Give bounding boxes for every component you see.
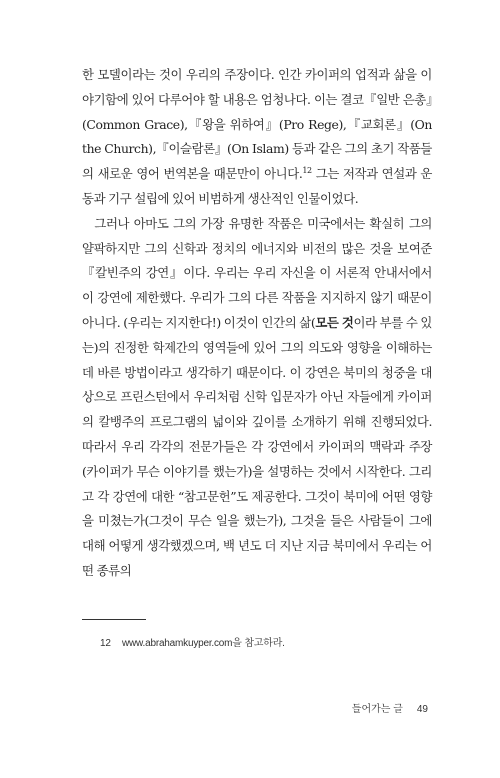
paragraph-2-text-a: 그러나 아마도 그의 가장 유명한 작품은 미국에서는 확실히 그의 얄팍하지만 그의 신학과 정치의 에너지와 비전의 많은 것을 보여준『칼빈주의 강연』이다. 우리는 우리 자신을 이 서론적 안내서에서 이 강연에 제한했다. 우리가 그의 다른 작품을 지지하지 않기 때문이 아니다. (우리는 지지한다!) 이것이 인간의 삶( bbox=[82, 215, 432, 330]
paragraph-1-text-a: 한 모델이라는 것이 우리의 주장이다. 인간 카이퍼의 업적과 삶을 이야기함에 있어 다루어야 할 내용은 엄청나다. 이는 결코『일반 은총』(Common Grace),『왕을 위하여』(Pro Rege),『교회론』(On the Church),『이슬람론』(On Islam) 등과 같은 그의 초기 작품들의 새로운 영어 번역본을 때문만이 아니다. bbox=[82, 67, 432, 182]
running-footer bbox=[352, 700, 428, 715]
page-number: 49 bbox=[416, 704, 428, 715]
footnote bbox=[100, 634, 285, 649]
footnote-number: 12 bbox=[100, 638, 111, 649]
paragraph-2-text-b: 이라 부를 수 있는)의 진정한 학제간의 영역들에 있어 그의 의도와 영향을 이해하는데 바른 방법이라고 생각하기 때문이다. 이 강연은 북미의 청중을 대상으로 프린스턴에서 우리처럼 신학 입문자가 아닌 자들에게 카이퍼의 칼뱅주의 프로그램의 넓이와 깊이를 소개하기 위해 진행되었다. 따라서 우리 각각의 전문가들은 각 강연에서 카이퍼의 맥락과 주장(카이퍼가 무슨 이야기를 했는가)을 설명하는 것에서 시작한다. 그리고 각 강연에 대한 “참고문헌”도 제공한다. 그것이 북미에 어떤 영향을 미쳤는가(그것이 무슨 일을 했는가), 그것을 들은 사람들이 그에 대해 어떻게 생각했겠으며, 백 년도 더 지난 지금 북미에서 우리는 어떤 종류의 bbox=[82, 314, 432, 578]
footnote-divider bbox=[82, 619, 146, 620]
paragraph-2-emphasis: 모든 것 bbox=[315, 314, 354, 330]
paragraph-1-text-b: 그는 저작과 연설과 운동과 기구 설립에 있어 비범하게 생산적인 인물이었다. bbox=[82, 166, 432, 206]
paragraph-1 bbox=[82, 63, 432, 212]
footnote-reference: 12 bbox=[302, 166, 312, 176]
body-text bbox=[82, 63, 432, 584]
section-title: 들어가는 글 bbox=[351, 704, 403, 715]
paragraph-2 bbox=[82, 212, 432, 584]
footnote-text: www.abrahamkuyper.com을 참고하라. bbox=[122, 638, 285, 649]
